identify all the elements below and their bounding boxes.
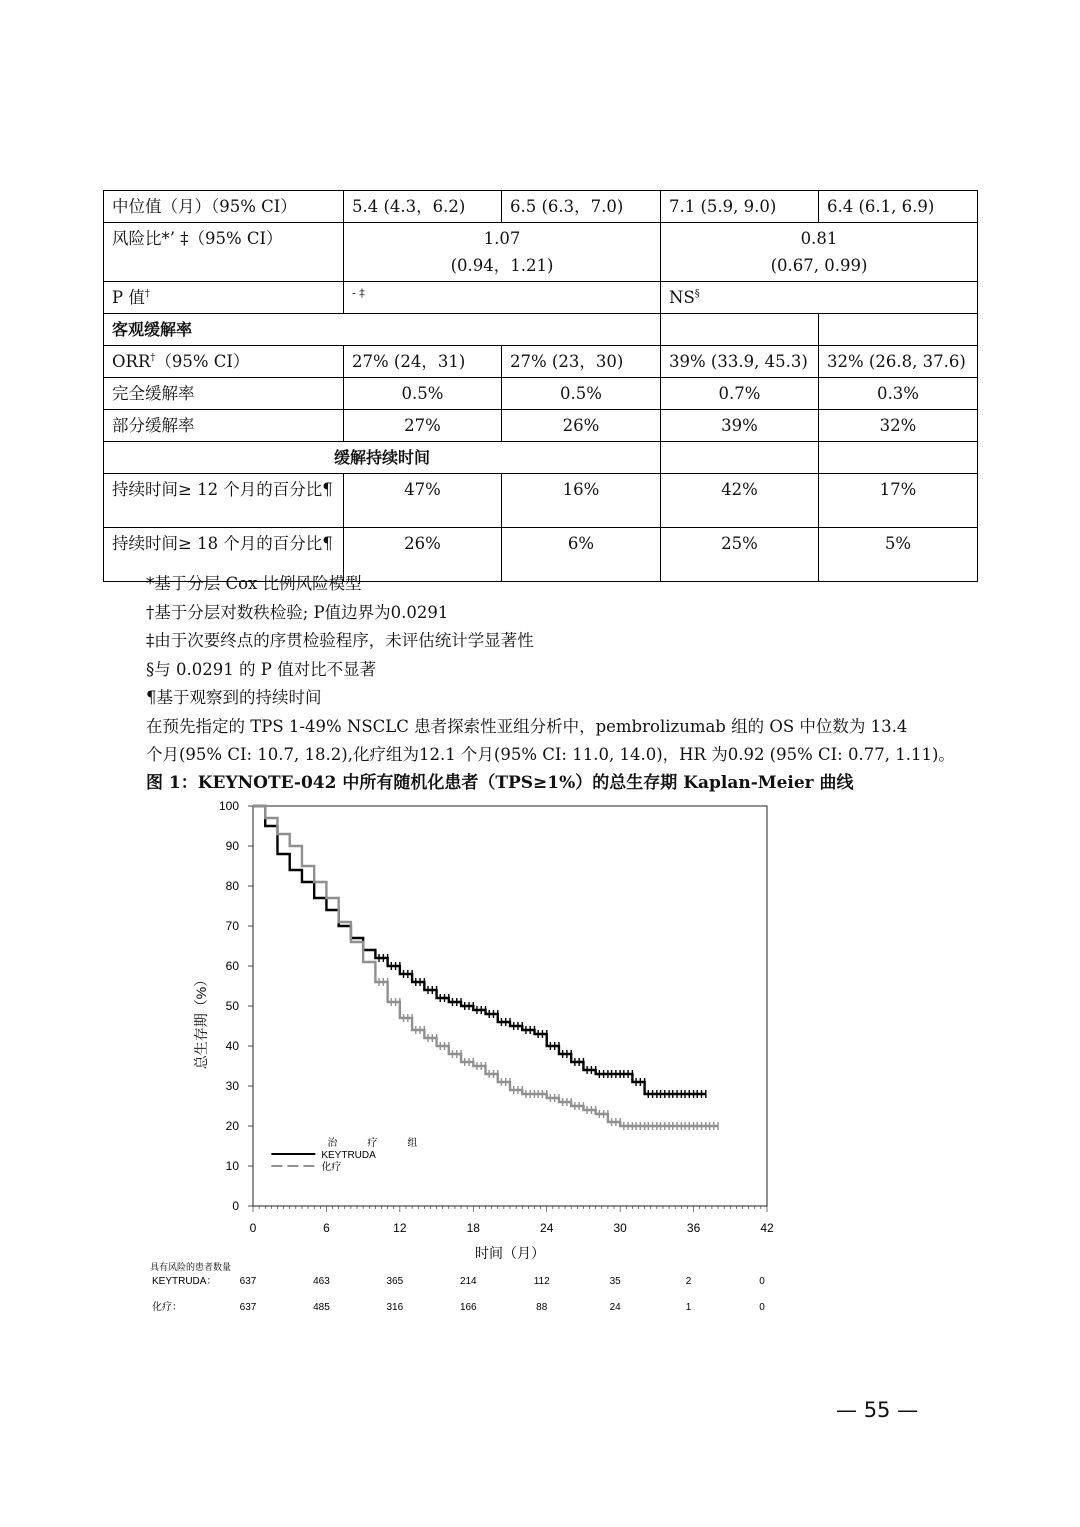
x-tick-label: 42	[760, 1221, 774, 1235]
km-chart	[140, 790, 800, 1330]
footnote: †基于分层对数秩检验; P值边界为0.0291	[146, 602, 449, 622]
risk-table-title: 具有风险的患者数量	[150, 1262, 232, 1272]
x-tick-label: 0	[249, 1221, 257, 1235]
table-row-dor12	[104, 474, 978, 528]
table-cell	[661, 282, 978, 314]
table-cell	[661, 442, 819, 474]
table-cell	[344, 223, 661, 282]
row-label-text: P 值	[112, 288, 145, 307]
table-cell: 7.1 (5.9, 9.0)	[661, 191, 819, 223]
footnote-mark: †	[150, 352, 156, 364]
table-cell	[661, 223, 978, 282]
table-cell	[819, 314, 978, 346]
risk-value: 0	[759, 1302, 765, 1313]
hr-ci: (0.94，1.21)	[450, 256, 554, 275]
row-label-text: （95% CI）	[155, 352, 250, 371]
y-axis-label: 总生存期（%）	[193, 972, 209, 1070]
y-tick-label: 70	[225, 919, 239, 933]
legend-label-keytruda: KEYTRUDA	[321, 1150, 376, 1161]
table-cell: 39% (33.9, 45.3)	[661, 346, 819, 378]
results-table	[103, 190, 978, 582]
x-tick-label: 36	[686, 1221, 701, 1235]
figure-title: 图 1：KEYNOTE-042 中所有随机化患者（TPS≥1%）的总生存期 Kaplan-Meier 曲线	[146, 773, 854, 793]
hr-value: 0.81	[800, 229, 838, 248]
table-cell: 5.4 (4.3，6.2)	[344, 191, 502, 223]
table-cell: 0.3%	[819, 378, 978, 410]
x-tick-label: 30	[613, 1221, 627, 1235]
table-row-hr	[104, 223, 978, 282]
table-row-section	[104, 442, 978, 474]
risk-row-label: KEYTRUDA：	[152, 1276, 217, 1287]
km-curve-keytruda	[253, 806, 706, 1094]
y-tick-label: 50	[225, 999, 239, 1013]
y-tick-label: 40	[225, 1039, 239, 1053]
risk-value: 2	[685, 1276, 692, 1287]
y-tick-label: 30	[225, 1079, 239, 1093]
risk-value: 166	[459, 1302, 477, 1313]
table-cell: 0.5%	[502, 378, 661, 410]
table-cell: 25%	[661, 528, 819, 582]
footnote: §与 0.0291 的 P 值对比不显著	[146, 659, 377, 679]
risk-value: 637	[239, 1276, 257, 1287]
footnote-mark: §	[694, 288, 700, 300]
table-cell	[661, 314, 819, 346]
footnote: *基于分层 Cox 比例风险模型	[146, 574, 362, 593]
table-cell: 27% (24，31)	[344, 346, 502, 378]
table-row-median	[104, 191, 978, 223]
page-number: — 55 —	[836, 1398, 919, 1422]
footnote: ‡由于次要终点的序贯检验程序，未评估统计学显著性	[146, 631, 534, 650]
row-label: 部分缓解率	[104, 410, 344, 442]
table-cell: 26%	[344, 528, 502, 582]
y-tick-label: 10	[225, 1159, 239, 1173]
risk-value: 316	[386, 1302, 404, 1313]
y-tick-label: 100	[218, 799, 239, 813]
risk-row-label: 化疗：	[152, 1302, 182, 1313]
legend-title: 治 疗 组	[327, 1138, 428, 1149]
row-label: 风险比*’ ‡（95% CI）	[104, 223, 344, 282]
hr-ci: (0.67, 0.99)	[770, 256, 868, 275]
y-tick-label: 0	[232, 1199, 239, 1213]
table-cell: 47%	[344, 474, 502, 528]
risk-value: 88	[536, 1302, 548, 1313]
table-cell: 26%	[502, 410, 661, 442]
row-label: 持续时间≥ 18 个月的百分比¶	[104, 528, 344, 582]
x-tick-label: 18	[466, 1221, 480, 1235]
row-label-text: ORR	[112, 352, 151, 371]
page-number-value: 55	[863, 1398, 891, 1422]
risk-value: 24	[609, 1302, 621, 1313]
table-row-orr	[104, 346, 978, 378]
footnote: ¶基于观察到的持续时间	[146, 688, 322, 707]
table-row-pr	[104, 410, 978, 442]
y-tick-label: 90	[225, 839, 239, 853]
body-paragraph-line: 个月(95% CI: 10.7, 18.2),化疗组为12.1 个月(95% CI: 11.0, 14.0)，HR 为0.92 (95% CI: 0.77, 1.11)。	[146, 745, 955, 764]
table-cell: 6.5 (6.3，7.0)	[502, 191, 661, 223]
table-cell: 16%	[502, 474, 661, 528]
footnote-mark: †	[144, 288, 150, 300]
row-label: 完全缓解率	[104, 378, 344, 410]
row-label: 中位值（月）（95% CI）	[104, 191, 344, 223]
table-cell: 27% (23，30)	[502, 346, 661, 378]
table-cell: 17%	[819, 474, 978, 528]
risk-value: 0	[759, 1276, 765, 1287]
risk-value: 1	[685, 1302, 692, 1313]
risk-value: 463	[313, 1276, 330, 1287]
y-tick-label: 80	[225, 879, 239, 893]
table-cell: 27%	[344, 410, 502, 442]
table-row-section	[104, 314, 978, 346]
table-cell	[344, 282, 661, 314]
risk-value: 637	[239, 1302, 257, 1313]
risk-value: 485	[313, 1302, 330, 1313]
x-tick-label: 6	[323, 1221, 330, 1235]
y-tick-label: 20	[225, 1119, 239, 1133]
table-cell	[819, 442, 978, 474]
table-cell: 39%	[661, 410, 819, 442]
table-cell: 42%	[661, 474, 819, 528]
y-tick-label: 60	[225, 959, 239, 973]
x-tick-label: 12	[393, 1221, 407, 1235]
table-cell: 32%	[819, 410, 978, 442]
table-row-pvalue	[104, 282, 978, 314]
risk-value: 35	[609, 1276, 621, 1287]
km-curve-chemo	[253, 806, 718, 1126]
row-label	[104, 346, 344, 378]
table-row-cr	[104, 378, 978, 410]
x-axis-label: 时间（月）	[475, 1245, 545, 1261]
risk-value: 214	[459, 1276, 477, 1287]
table-cell: 0.7%	[661, 378, 819, 410]
table-cell: 6%	[502, 528, 661, 582]
table-cell: 32% (26.8, 37.6)	[819, 346, 978, 378]
row-label: 持续时间≥ 12 个月的百分比¶	[104, 474, 344, 528]
row-label	[104, 282, 344, 314]
risk-value: 112	[533, 1276, 550, 1287]
table-cell: 6.4 (6.1, 6.9)	[819, 191, 978, 223]
legend-label-chemo: 化疗	[321, 1162, 342, 1173]
footnote-mark: - ‡	[352, 286, 365, 300]
risk-value: 365	[386, 1276, 404, 1287]
table-cell: 0.5%	[344, 378, 502, 410]
hr-value: 1.07	[483, 229, 521, 248]
section-heading: 客观缓解率	[104, 314, 661, 346]
table-cell: 5%	[819, 528, 978, 582]
cell-text: NS	[669, 288, 695, 307]
body-paragraph-line: 在预先指定的 TPS 1-49% NSCLC 患者探索性亚组分析中，pembrolizumab 组的 OS 中位数为 13.4	[146, 716, 908, 736]
x-tick-label: 24	[540, 1221, 554, 1235]
footnotes	[146, 570, 955, 770]
section-heading: 缓解持续时间	[104, 442, 661, 474]
